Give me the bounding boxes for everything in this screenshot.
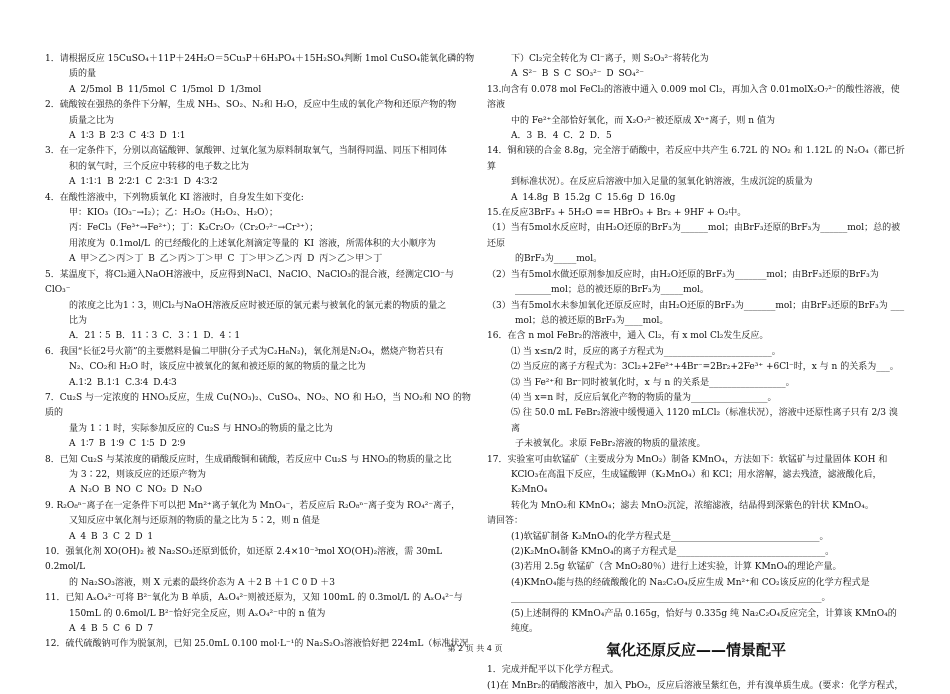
text-line: (1)在 MnBr₂的硝酸溶液中，加入 PbO₂，反应后溶液呈紫红色，并有溴单质生成。(要求：化学方程式， — [487, 680, 904, 691]
text-line: 150mL 的 0.6mol/L B²⁻恰好完全反应，则 AₓO₄²⁻中的 n 值为 — [69, 608, 326, 619]
text-line: （2）当有5mol水做还原剂参加反应时，由H₂O还原的BrF₃为_______mol；由BrF₃还原的BrF₃为 — [487, 269, 879, 280]
text-line: (3)若用 2.5g 软锰矿（含 MnO₂80％）进行上述实验，计算 KMnO₄的理论产量。 — [511, 562, 842, 573]
text-line: ________mol；总的被还原的BrF₃为_____mol。 — [515, 285, 709, 296]
text-line: _____________________________________________________________________。 — [511, 593, 831, 604]
left-column — [45, 52, 477, 653]
text-line: 3．在一定条件下，分别以高锰酸钾、氯酸钾、过氧化氢为原料制取氧气，当制得同温、同压下相同体 — [45, 146, 447, 157]
text-line: A 1∶7 B 1∶9 C 1∶5 D 2∶9 — [69, 439, 186, 450]
page-footer: 第 2 页 共 4 页 — [447, 644, 503, 653]
text-line: (5)上述制得的 KMnO₄产品 0.165g，恰好与 0.335g 纯 Na₂C₂O₄反应完全，计算该 KMnO₄的纯度。 — [511, 608, 897, 635]
text-line: ⑴ 当 x≤n/2 时，反应的离子方程式为________________________。 — [511, 346, 781, 357]
text-line: ⑷ 当 x=n 时，反应后氧化产物的物质的量为_________________。 — [511, 392, 777, 403]
text-line: 15.在反应3BrF₃ + 5H₂O == HBrO₃ + Br₂ + 9HF + O₂中。 — [487, 208, 747, 219]
text-line: 1．完成并配平以下化学方程式。 — [487, 665, 619, 676]
text-line: 为 3∶22，则该反应的还原产物为 — [69, 469, 207, 480]
text-line: 9. R₂O₈ⁿ⁻离子在一定条件下可以把 Mn²⁺离子氧化为 MnO₄⁻，若反应后 R₂O₈ⁿ⁻离子变为 RO₄²⁻离子， — [45, 500, 461, 511]
text-line: A.1∶2 B.1∶1 C.3∶4 D.4∶3 — [69, 377, 177, 388]
text-line: A．3 B．4 C．2 D．5 — [511, 131, 612, 142]
text-line: 质量之比为 — [69, 115, 115, 126]
text-line: ⑸ 往 50.0 mL FeBr₂溶液中缓慢通入 1120 mLCl₂（标准状况），溶液中还原性离子只有 2/3 溴离 — [511, 408, 898, 434]
section-title: 氧化还原反应——情景配平 — [605, 641, 786, 660]
text-line: 10．强氧化剂 XO(OH)₂ 被 Na₂SO₃还原到低价，如还原 2.4×10⁻³mol XO(OH)₂溶液，需 30mL 0.2mol/L — [45, 547, 443, 573]
text-line: 13.向含有 0.078 mol FeCl₂的溶液中通入 0.009 mol Cl₂，再加入含 0.01molX₂O₇²⁻的酸性溶液，使溶液 — [487, 84, 900, 111]
text-line: 下）Cl₂完全转化为 Cl⁻离子，则 S₂O₃²⁻将转化为 — [511, 54, 709, 64]
text-line: A 14.8g B 15.2g C 15.6g D 16.0g — [511, 192, 676, 203]
text-line: 4．在酸性溶液中，下列物质氧化 KI 溶液时，自身发生如下变化: — [45, 192, 304, 203]
text-line: 转化为 MnO₂和 KMnO₄；滤去 MnO₂沉淀，浓缩滤液，结晶得到深紫色的针状 KMnO₄。 — [511, 500, 874, 511]
text-line: (4)KMnO₄能与热的经硫酸酸化的 Na₂C₂O₄反应生成 Mn²⁺和 CO₂该反应的化学方程式是 — [511, 577, 870, 588]
text-line: 的浓度之比为1∶3，则Cl₂与NaOH溶液反应时被还原的氯元素与被氧化的氯元素的物质的量之 — [69, 300, 447, 311]
text-line: （3）当有5mol水未参加氧化还原反应时，由H₂O还原的BrF₃为_______mol；由BrF₃还原的BrF₃为 ___ — [487, 300, 905, 311]
text-line: A 4 B 3 C 2 D 1 — [69, 531, 154, 542]
text-line: 中的 Fe²⁺全部恰好氧化，而 X₂O₇²⁻被还原成 Xⁿ⁺离子，则 n 值为 — [511, 115, 775, 126]
text-line: 积的氧气时，三个反应中转移的电子数之比为 — [69, 161, 250, 172]
text-line: A 2/5mol B 11/5mol C 1/5mol D 1/3mol — [69, 84, 262, 95]
text-line: (1)软锰矿制备 K₂MnO₄的化学方程式是_________________________________。 — [511, 531, 829, 542]
text-line: 量为 1∶1 时，实际参加反应的 Cu₂S 与 HNO₃的物质的量之比为 — [69, 423, 333, 434]
text-line: 质的量 — [69, 69, 97, 80]
text-line: 甲：KIO₃（IO₃⁻→I₂）；乙：H₂O₂（H₂O₂、H₂O）； — [69, 208, 278, 219]
text-line: 到标准状况）。在反应后溶液中加入足量的氢氧化钠溶液，生成沉淀的质量为 — [511, 177, 813, 188]
text-line: ⑶ 当 Fe²⁺和 Br⁻同时被氧化时，x 与 n 的关系是_________________。 — [511, 377, 795, 388]
text-line: 7．Cu₂S 与一定浓度的 HNO₃反应，生成 Cu(NO₃)₂、CuSO₄、NO₂、NO 和 H₂O，当 NO₂和 NO 的物质的 — [45, 392, 471, 419]
text-line: A 甲＞乙＞丙＞丁 B 乙＞丙＞丁＞甲 C 丁＞甲＞乙＞丙 D 丙＞乙＞甲＞丁 — [69, 254, 383, 265]
text-line: 的 Na₂SO₃溶液，则 X 元素的最终价态为 A ＋2 B ＋1 C 0 D ＋3 — [69, 577, 335, 588]
text-line: 子未被氧化。求原 FeBr₂溶液的物质的量浓度。 — [515, 439, 706, 450]
text-line: 又知反应中氧化剂与还原剂的物质的量之比为 5∶2，则 n 值是 — [69, 516, 320, 527]
text-line: A．21∶5 B．11∶3 C．3∶1 D．4∶1 — [69, 331, 241, 342]
text-line: 1．请根据反应 15CuSO₄＋11P＋24H₂O＝5Cu₃P＋6H₃PO₄＋15H₂SO₄判断 1mol CuSO₄能氧化磷的物 — [45, 54, 475, 64]
text-line: 比为 — [69, 315, 88, 326]
right-column — [487, 52, 905, 694]
text-line: 16．在含 n mol FeBr₂的溶液中，通入 Cl₂，有 x mol Cl₂发生反应。 — [487, 331, 769, 342]
text-line: N₂、CO₂和 H₂O 时，该反应中被氧化的氮和被还原的氮的物质的量之比为 — [69, 362, 366, 373]
text-line: 17．实验室可由软锰矿（主要成分为 MnO₂）制备 KMnO₄，方法如下：软锰矿与过量固体 KOH 和 — [487, 454, 888, 465]
text-line: （1）当有5mol水反应时，由H₂O还原的BrF₃为______mol；由BrF₃还原的BrF₃为______mol；总的被还原 — [487, 223, 901, 249]
text-line: 的BrF₃为_____mol。 — [515, 254, 603, 265]
text-line: 2．硫酸铵在强热的条件下分解，生成 NH₃、SO₂、N₂和 H₂O，反应中生成的氧化产物和还原产物的物 — [45, 100, 457, 111]
text-line: 11．已知 AₓO₄²⁻可将 B²⁻氧化为 B 单质，AₓO₄²⁻则被还原为，又知 100mL 的 0.3mol/L 的 AₓO₄²⁻与 — [45, 593, 463, 604]
text-line: 5．某温度下，将Cl₂通入NaOH溶液中，反应得到NaCl、NaClO、NaClO₃的混合液，经测定ClO⁻与ClO₃⁻ — [45, 269, 454, 296]
text-line: (2)K₂MnO₄制备 KMnO₄的离子方程式是_________________________________。 — [511, 547, 835, 557]
text-line: 14．铜和镁的合金 8.8g，完全溶于硝酸中，若反应中共产生 6.72L 的 NO₂ 和 1.12L 的 N₂O₄（都已折算 — [487, 146, 905, 172]
text-line: 12．硫代硫酸钠可作为脱氯剂，已知 25.0mL 0.100 mol·L⁻¹的 Na₂S₂O₃溶液恰好把 224mL（标准状况 — [45, 639, 469, 650]
text-line: A 1∶1∶1 B 2∶2∶1 C 2∶3∶1 D 4∶3∶2 — [69, 177, 218, 188]
text-line: A S²⁻ B S C SO₃²⁻ D SO₄²⁻ — [511, 69, 644, 80]
text-line: ⑵ 当反应的离子方程式为：3Cl₂+2Fe²⁺+4Br⁻=2Br₂+2Fe³⁺ +6Cl⁻时，x 与 n 的关系为___。 — [511, 362, 899, 373]
text-line: A 1∶3 B 2∶3 C 4∶3 D 1∶1 — [69, 131, 186, 142]
text-line: mol；总的被还原的BrF₃为____mol。 — [515, 315, 669, 326]
text-line: A 4 B 5 C 6 D 7 — [69, 624, 154, 635]
text-line: 用浓度为 0.1mol/L 的已经酸化的上述氧化剂滴定等量的 KI 溶液，所需体积的大小顺序为 — [69, 238, 436, 249]
text-line: A N₂O B NO C NO₂ D N₂O — [69, 485, 203, 496]
text-line: KClO₃在高温下反应，生成锰酸钾（K₂MnO₄）和 KCl；用水溶解，滤去残渣，滤液酸化后，K₂MnO₄ — [511, 469, 882, 496]
text-line: 请回答： — [487, 516, 524, 527]
text-line: 6．我国“长征2号火箭”的主要燃料是偏二甲肼(分子式为C₂H₈N₂)，氧化剂是N₂O₄，燃烧产物若只有 — [45, 346, 444, 357]
text-line: 8．已知 Cu₂S 与某浓度的硝酸反应时，生成硝酸铜和硫酸，若反应中 Cu₂S 与 HNO₃的物质的量之比 — [45, 454, 452, 465]
text-line: 丙：FeCl₃（Fe³⁺→Fe²⁺）；丁：K₂Cr₂O₇（Cr₂O₇²⁻→Cr³⁺）； — [69, 223, 319, 234]
